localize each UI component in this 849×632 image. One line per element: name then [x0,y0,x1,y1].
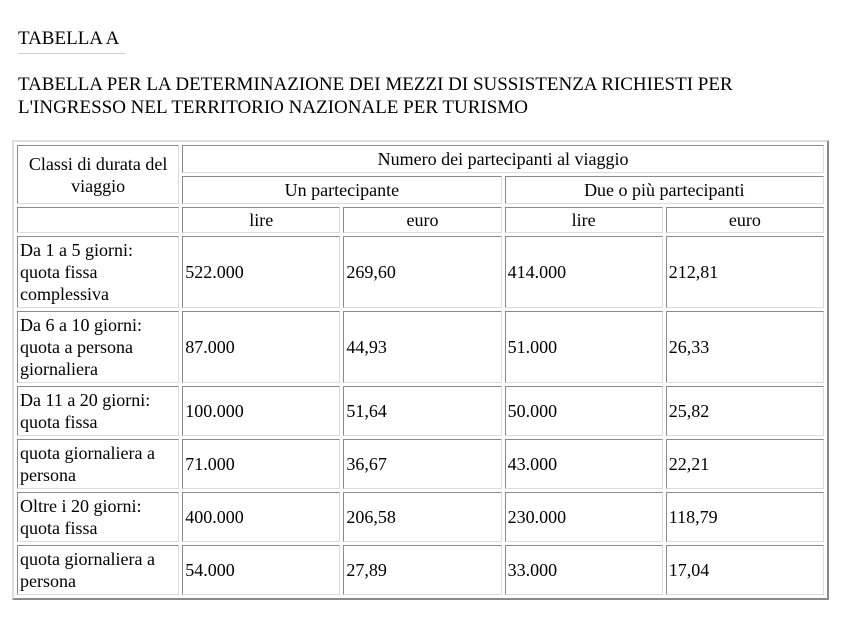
cell-two-euro: 25,82 [666,386,824,436]
row-label: Da 11 a 20 giorni: quota fissa [17,386,179,436]
table-row [17,311,824,383]
cell-two-lire: 230.000 [505,492,663,542]
cell-two-euro: 118,79 [666,492,824,542]
cell-two-lire: 43.000 [505,439,663,489]
row-label: quota giornaliera a persona [17,439,179,489]
cell-two-euro: 212,81 [666,236,824,308]
cell-one-euro: 36,67 [343,439,501,489]
header-unit-euro: euro [666,207,824,233]
header-two-participants: Due o più partecipanti [505,176,824,204]
cell-one-euro: 27,89 [343,545,501,595]
row-label: Da 1 a 5 giorni: quota fissa complessiva [17,236,179,308]
cell-one-lire: 522.000 [182,236,340,308]
table-row [17,386,824,436]
cell-one-euro: 206,58 [343,492,501,542]
header-participants: Numero dei partecipanti al viaggio [182,145,824,173]
cell-one-lire: 71.000 [182,439,340,489]
row-label: Da 6 a 10 giorni: quota a persona giornaliera [17,311,179,383]
header-empty-cell [17,207,179,233]
table-row [17,492,824,542]
cell-one-lire: 100.000 [182,386,340,436]
cell-one-euro: 44,93 [343,311,501,383]
cell-one-euro: 51,64 [343,386,501,436]
row-label: quota giornaliera a persona [17,545,179,595]
cell-one-lire: 87.000 [182,311,340,383]
row-label: Oltre i 20 giorni: quota fissa [17,492,179,542]
table-row [17,236,824,308]
subsistence-table [12,140,829,600]
cell-two-lire: 50.000 [505,386,663,436]
table-row [17,439,824,489]
table-row [17,545,824,595]
cell-two-euro: 22,21 [666,439,824,489]
cell-two-lire: 414.000 [505,236,663,308]
header-unit-euro: euro [343,207,501,233]
cell-one-lire: 400.000 [182,492,340,542]
header-unit-lire: lire [182,207,340,233]
cell-two-euro: 26,33 [666,311,824,383]
cell-two-euro: 17,04 [666,545,824,595]
header-one-participant: Un partecipante [182,176,501,204]
page-title: TABELLA PER LA DETERMINAZIONE DEI MEZZI DI SUSSISTENZA RICHIESTI PER L'INGRESSO NEL TERRITORIO NAZIONALE PER TURISMO [18,74,733,118]
header-unit-lire: lire [505,207,663,233]
cell-one-lire: 54.000 [182,545,340,595]
table-label: TABELLA A [18,28,125,54]
cell-two-lire: 33.000 [505,545,663,595]
header-duration: Classi di durata del viaggio [17,145,179,204]
cell-one-euro: 269,60 [343,236,501,308]
cell-two-lire: 51.000 [505,311,663,383]
